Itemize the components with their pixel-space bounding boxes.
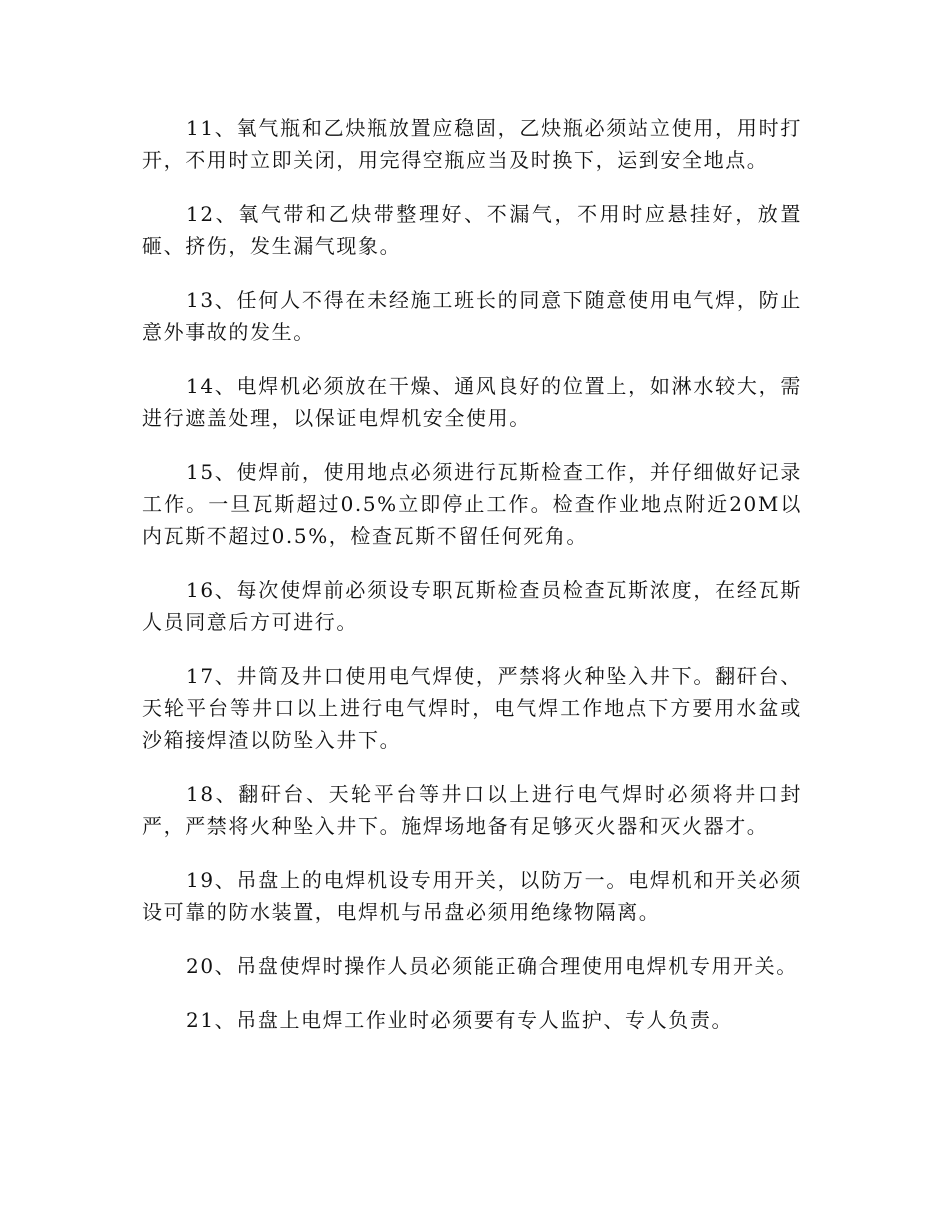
paragraph-19: 19、吊盘上的电焊机设专用开关，以防万一。电焊机和开关必须设可靠的防水装置，电焊机与吊盘必须用绝缘物隔离。 — [142, 868, 802, 924]
paragraph-14: 14、电焊机必须放在干燥、通风良好的位置上，如淋水较大，需进行遮盖处理，以保证电焊机安全使用。 — [142, 374, 802, 430]
document-body — [142, 112, 802, 1058]
paragraph-18: 18、翻矸台、天轮平台等井口以上进行电气焊时必须将井口封严，严禁将火种坠入井下。施焊场地备有足够灭火器和灭火器才。 — [142, 782, 802, 838]
paragraph-20: 20、吊盘使焊时操作人员必须能正确合理使用电焊机专用开关。 — [186, 954, 798, 978]
paragraph-21: 21、吊盘上电焊工作业时必须要有专人监护、专人负责。 — [186, 1008, 734, 1032]
paragraph-15: 15、使焊前，使用地点必须进行瓦斯检查工作，并仔细做好记录工作。一旦瓦斯超过0.5%立即停止工作。检查作业地点附近20M以内瓦斯不超过0.5%，检查瓦斯不留任何死角。 — [142, 460, 802, 548]
paragraph-13: 13、任何人不得在未经施工班长的同意下随意使用电气焊，防止意外事故的发生。 — [142, 288, 802, 344]
paragraph-12: 12、氧气带和乙炔带整理好、不漏气，不用时应悬挂好，放置砸、挤伤，发生漏气现象。 — [142, 202, 802, 258]
paragraph-16: 16、每次使焊前必须设专职瓦斯检查员检查瓦斯浓度，在经瓦斯人员同意后方可进行。 — [142, 578, 802, 634]
paragraph-17: 17、井筒及井口使用电气焊使，严禁将火种坠入井下。翻矸台、天轮平台等井口以上进行电气焊时，电气焊工作地点下方要用水盆或沙箱接焊渣以防坠入井下。 — [142, 664, 802, 752]
paragraph-11: 11、氧气瓶和乙炔瓶放置应稳固，乙炔瓶必须站立使用，用时打开，不用时立即关闭，用完得空瓶应当及时换下，运到安全地点。 — [142, 116, 802, 172]
